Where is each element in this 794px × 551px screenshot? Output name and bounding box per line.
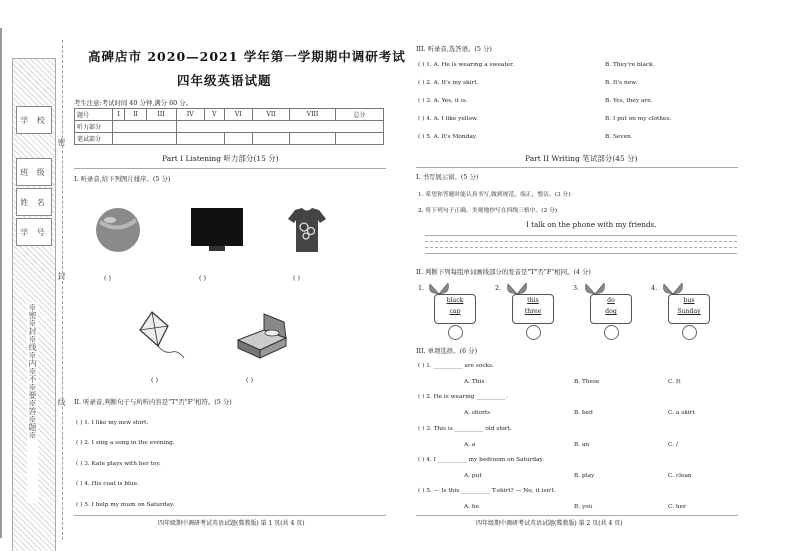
- w3-option-b[interactable]: B. you: [574, 504, 593, 510]
- binding-sidebar: [0, 28, 62, 538]
- picture-answer-bracket[interactable]: ( ): [199, 274, 207, 282]
- seal-line-note: ※密※封※线※内※不※要※答※题※: [27, 303, 38, 503]
- q3-option-a[interactable]: ( ) 1. A. He is wearing a sweater.: [418, 62, 515, 68]
- score-cell[interactable]: [290, 133, 336, 145]
- w2-number: 2.: [495, 284, 502, 292]
- w3-option-a[interactable]: A. put: [464, 473, 482, 479]
- writing-line[interactable]: [425, 247, 737, 248]
- school-field[interactable]: 学 校: [16, 106, 52, 134]
- w1-title: I. 书写展示窗。(5 分): [416, 173, 479, 181]
- w3-option-b[interactable]: B. bed: [574, 410, 593, 416]
- w3-title: III. 单项选择。(6 分): [416, 347, 478, 355]
- q3-option-b[interactable]: B. They're black.: [605, 62, 655, 68]
- q3-option-b[interactable]: B. Seven.: [605, 134, 633, 140]
- class-field[interactable]: 班 级: [16, 158, 52, 186]
- name-field[interactable]: 姓 名: [16, 188, 52, 216]
- score-cell[interactable]: [176, 133, 224, 145]
- w2-title: II. 判断下列每组单词画线部分的发音是"T"否"F"相同。(4 分): [416, 268, 591, 276]
- w3-option-a[interactable]: A. This: [464, 379, 485, 385]
- score-row-writing: [75, 133, 384, 145]
- part2-title: Part II Writing 笔试部分(45 分): [525, 154, 638, 163]
- picture-answer-bracket[interactable]: ( ): [151, 376, 159, 384]
- word-card: [590, 294, 632, 324]
- part1-title: Part I Listening 听力部分(15 分): [162, 154, 279, 163]
- divider: [74, 168, 386, 169]
- footer-rule: [416, 515, 738, 516]
- word: cap: [449, 308, 461, 315]
- side-char-mi: 密: [57, 138, 66, 146]
- score-table-header: [75, 109, 384, 121]
- w3-option-c[interactable]: C. a skirt: [668, 410, 695, 416]
- q2-item[interactable]: ( ) 1. I like my new shirt.: [76, 420, 149, 426]
- score-cell[interactable]: [113, 133, 177, 145]
- score-header-cell: V: [204, 109, 224, 121]
- seal-dash-line: [62, 40, 63, 540]
- q2-item[interactable]: ( ) 4. His coat is blue.: [76, 481, 139, 487]
- word: three: [524, 308, 542, 315]
- word-card: [668, 294, 710, 324]
- w3-option-a[interactable]: A. shorts: [464, 410, 491, 416]
- word-card: [434, 294, 476, 324]
- writing-line[interactable]: [425, 241, 737, 242]
- tv-icon: [191, 208, 243, 246]
- score-header-cell: III: [146, 109, 176, 121]
- w3-option-a[interactable]: A. he: [464, 504, 480, 510]
- score-cell[interactable]: [335, 133, 383, 145]
- picture-answer-bracket[interactable]: ( ): [246, 376, 254, 384]
- score-header-cell: 题号: [75, 109, 113, 121]
- kite-picture: [134, 310, 186, 362]
- bed-pillow: [265, 330, 279, 336]
- q3-title: III. 听录音,选答语。(5 分): [416, 45, 492, 53]
- q3-option-a[interactable]: ( ) 5. A. It's Monday.: [418, 134, 478, 140]
- w3-option-b[interactable]: B. These: [574, 379, 600, 385]
- w3-option-a[interactable]: A. a: [464, 442, 476, 448]
- w2-number: 3.: [573, 284, 580, 292]
- score-header-cell: I: [113, 109, 125, 121]
- w1-item: 1. 希望你答题时能认真书写,做到规范、端正、整洁。(3 分): [418, 192, 571, 198]
- word: Sunday: [677, 308, 701, 315]
- exam-subtitle: 四年级英语试题: [177, 73, 272, 88]
- w2-number: 4.: [651, 284, 658, 292]
- score-header-cell: VII: [252, 109, 289, 121]
- q2-title: II. 听录音,判断句子与所听内容是"T"否"F"相符。(5 分): [74, 398, 232, 406]
- word-card: [512, 294, 554, 324]
- tshirt-picture: [287, 206, 327, 254]
- footer-rule: [74, 515, 386, 516]
- w3-option-c[interactable]: C. clean: [668, 473, 692, 479]
- score-cell[interactable]: [176, 121, 383, 133]
- score-header-cell: 总分: [335, 109, 383, 121]
- bed-picture: [232, 310, 288, 364]
- answer-circle[interactable]: [682, 325, 697, 340]
- q3-option-a[interactable]: ( ) 3. A. Yes, it is.: [418, 98, 468, 104]
- copy-sentence: I talk on the phone with my friends.: [526, 220, 657, 229]
- q3-option-b[interactable]: B. It's new.: [605, 80, 638, 86]
- score-header-cell: VIII: [290, 109, 336, 121]
- page-footer: 四年级期中调研考试英语试题(冀教版) 第 1 页(共 4 页): [158, 520, 305, 527]
- score-cell[interactable]: [252, 133, 289, 145]
- w3-question[interactable]: ( ) 4. I __________ my bedroom on Saturday.: [418, 457, 544, 463]
- side-char-xian: 线: [57, 398, 66, 406]
- w3-option-b[interactable]: B. play: [574, 473, 595, 479]
- answer-circle[interactable]: [526, 325, 541, 340]
- word: bus: [683, 297, 695, 304]
- writing-line[interactable]: [425, 253, 737, 254]
- answer-circle[interactable]: [604, 325, 619, 340]
- word: black: [446, 297, 464, 304]
- writing-line[interactable]: [425, 235, 737, 236]
- picture-answer-bracket[interactable]: ( ): [293, 274, 301, 282]
- score-table: [74, 108, 384, 145]
- score-header-cell: VI: [224, 109, 252, 121]
- w3-question[interactable]: ( ) 2. He is wearing __________.: [418, 394, 508, 400]
- q1-title: I. 听录音,给下列图片排序。(5 分): [74, 175, 171, 183]
- ball-picture: [94, 206, 142, 254]
- w3-question[interactable]: ( ) 5. — Is this __________ T-shirt? — No, it isn't.: [418, 488, 556, 494]
- score-row-label: 听力部分: [75, 121, 113, 133]
- w2-number: 1.: [418, 284, 425, 292]
- w3-option-c[interactable]: C. /: [668, 442, 678, 448]
- w3-option-b[interactable]: B. an: [574, 442, 590, 448]
- q2-item[interactable]: ( ) 3. Kate plays with her toy.: [76, 461, 161, 467]
- word: dog: [605, 308, 617, 315]
- q3-option-b[interactable]: B. Yes, they are.: [605, 98, 653, 104]
- w1-item: 2. 将下列句子正确、美观地抄写在四线三格中。(2 分): [418, 208, 558, 214]
- q3-option-a[interactable]: ( ) 2. A. It's my skirt.: [418, 80, 479, 86]
- word: do: [607, 297, 615, 304]
- score-cell[interactable]: [113, 121, 177, 133]
- q2-item[interactable]: ( ) 5. I help my mum on Saturday.: [76, 502, 175, 508]
- side-char-feng: 封: [57, 272, 66, 280]
- w3-option-c[interactable]: C. It: [668, 379, 681, 385]
- ball-highlight: [104, 217, 116, 223]
- tv-stand: [209, 246, 225, 251]
- w3-question[interactable]: ( ) 3. This is __________ old shirt.: [418, 426, 512, 432]
- answer-circle[interactable]: [448, 325, 463, 340]
- exam-notice: 考生注意:考试时间 40 分钟,满分 60 分。: [74, 99, 193, 107]
- word: this: [527, 297, 539, 304]
- picture-answer-bracket[interactable]: ( ): [104, 274, 112, 282]
- tv-picture: [189, 206, 245, 254]
- exam-title: 高碑店市 2020—2021 学年第一学期期中调研考试: [88, 49, 406, 64]
- divider: [416, 167, 738, 168]
- q2-item[interactable]: ( ) 2. I sing a song in the evening.: [76, 440, 175, 446]
- score-cell[interactable]: [224, 133, 252, 145]
- w3-question[interactable]: ( ) 1. __________ are socks.: [418, 363, 494, 369]
- score-header-cell: IV: [176, 109, 204, 121]
- score-row-listening: [75, 121, 384, 133]
- score-row-label: 笔试部分: [75, 133, 113, 145]
- score-header-cell: II: [125, 109, 146, 121]
- q3-option-b[interactable]: B. I put on my clothes.: [605, 116, 672, 122]
- ball-icon: [96, 208, 140, 252]
- student-id-field[interactable]: 学 号: [16, 218, 52, 246]
- q3-option-a[interactable]: ( ) 4. A. I like yellow.: [418, 116, 479, 122]
- w3-option-c[interactable]: C. her: [668, 504, 686, 510]
- kite-string: [158, 346, 184, 358]
- page-footer: 四年级期中调研考试英语试题(冀教版) 第 2 页(共 4 页): [476, 520, 623, 527]
